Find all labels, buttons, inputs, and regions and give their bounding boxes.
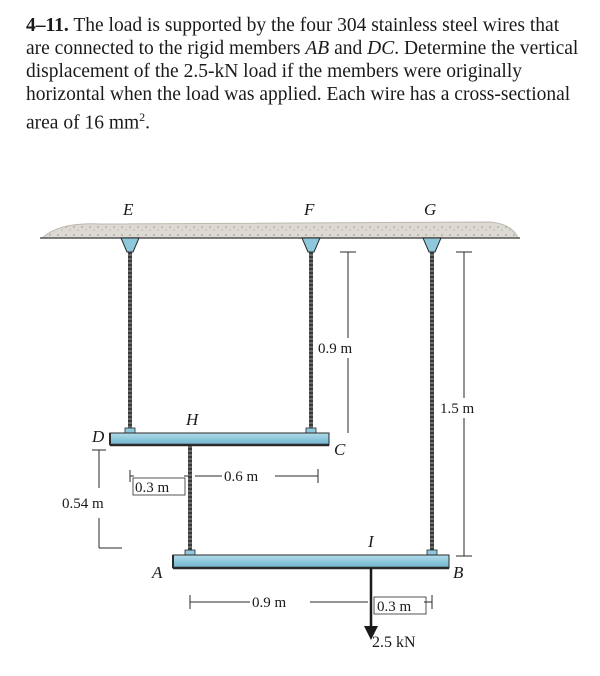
label-h: H (186, 410, 199, 429)
dim-da-label: 0.54 m (62, 496, 104, 512)
problem-number: 4–11. (26, 15, 69, 36)
member-dc (110, 433, 329, 445)
dim-fc-label: 0.9 m (318, 341, 353, 357)
member-ab (173, 555, 449, 568)
wire-gb (430, 252, 434, 554)
area-exponent: 2 (139, 110, 146, 124)
problem-text-3: . Determine the vertical displacement of the 2.5-kN load if the members were originally horizontal when the load was applied. Each wire has a cross-sectional area of 16 mm (26, 38, 579, 134)
label-f: F (304, 200, 315, 219)
dim-dh-label: 0.3 m (135, 480, 170, 496)
bracket-f (302, 238, 320, 252)
label-g: G (424, 200, 437, 219)
bracket-e (121, 238, 139, 252)
label-b: B (453, 563, 464, 582)
ceiling-support (40, 222, 520, 238)
member-dc-label: DC (367, 38, 395, 59)
label-c: C (334, 440, 346, 459)
wire-ha (188, 442, 192, 554)
bracket-g (423, 238, 441, 252)
problem-text-2: and (329, 38, 368, 59)
label-e: E (123, 200, 134, 219)
dim-ib-label: 0.3 m (377, 599, 412, 615)
label-i: I (368, 532, 374, 551)
dim-hc-label: 0.6 m (224, 469, 259, 485)
wire-eh (128, 252, 132, 432)
problem-text-1: The load is supported by the four 304 stainless steel wires that are connected to the rigid members (26, 15, 560, 59)
problem-text-end: . (145, 112, 151, 134)
wire-fc (309, 252, 313, 432)
load-label: 2.5 kN (372, 634, 416, 651)
dim-ai-label: 0.9 m (252, 595, 287, 611)
member-ab-label: AB (305, 38, 330, 59)
label-a: A (152, 563, 163, 582)
dim-gb-label: 1.5 m (440, 401, 475, 417)
load-arrow (364, 568, 378, 640)
clip-h-bottom (185, 550, 195, 555)
label-d: D (92, 427, 105, 446)
